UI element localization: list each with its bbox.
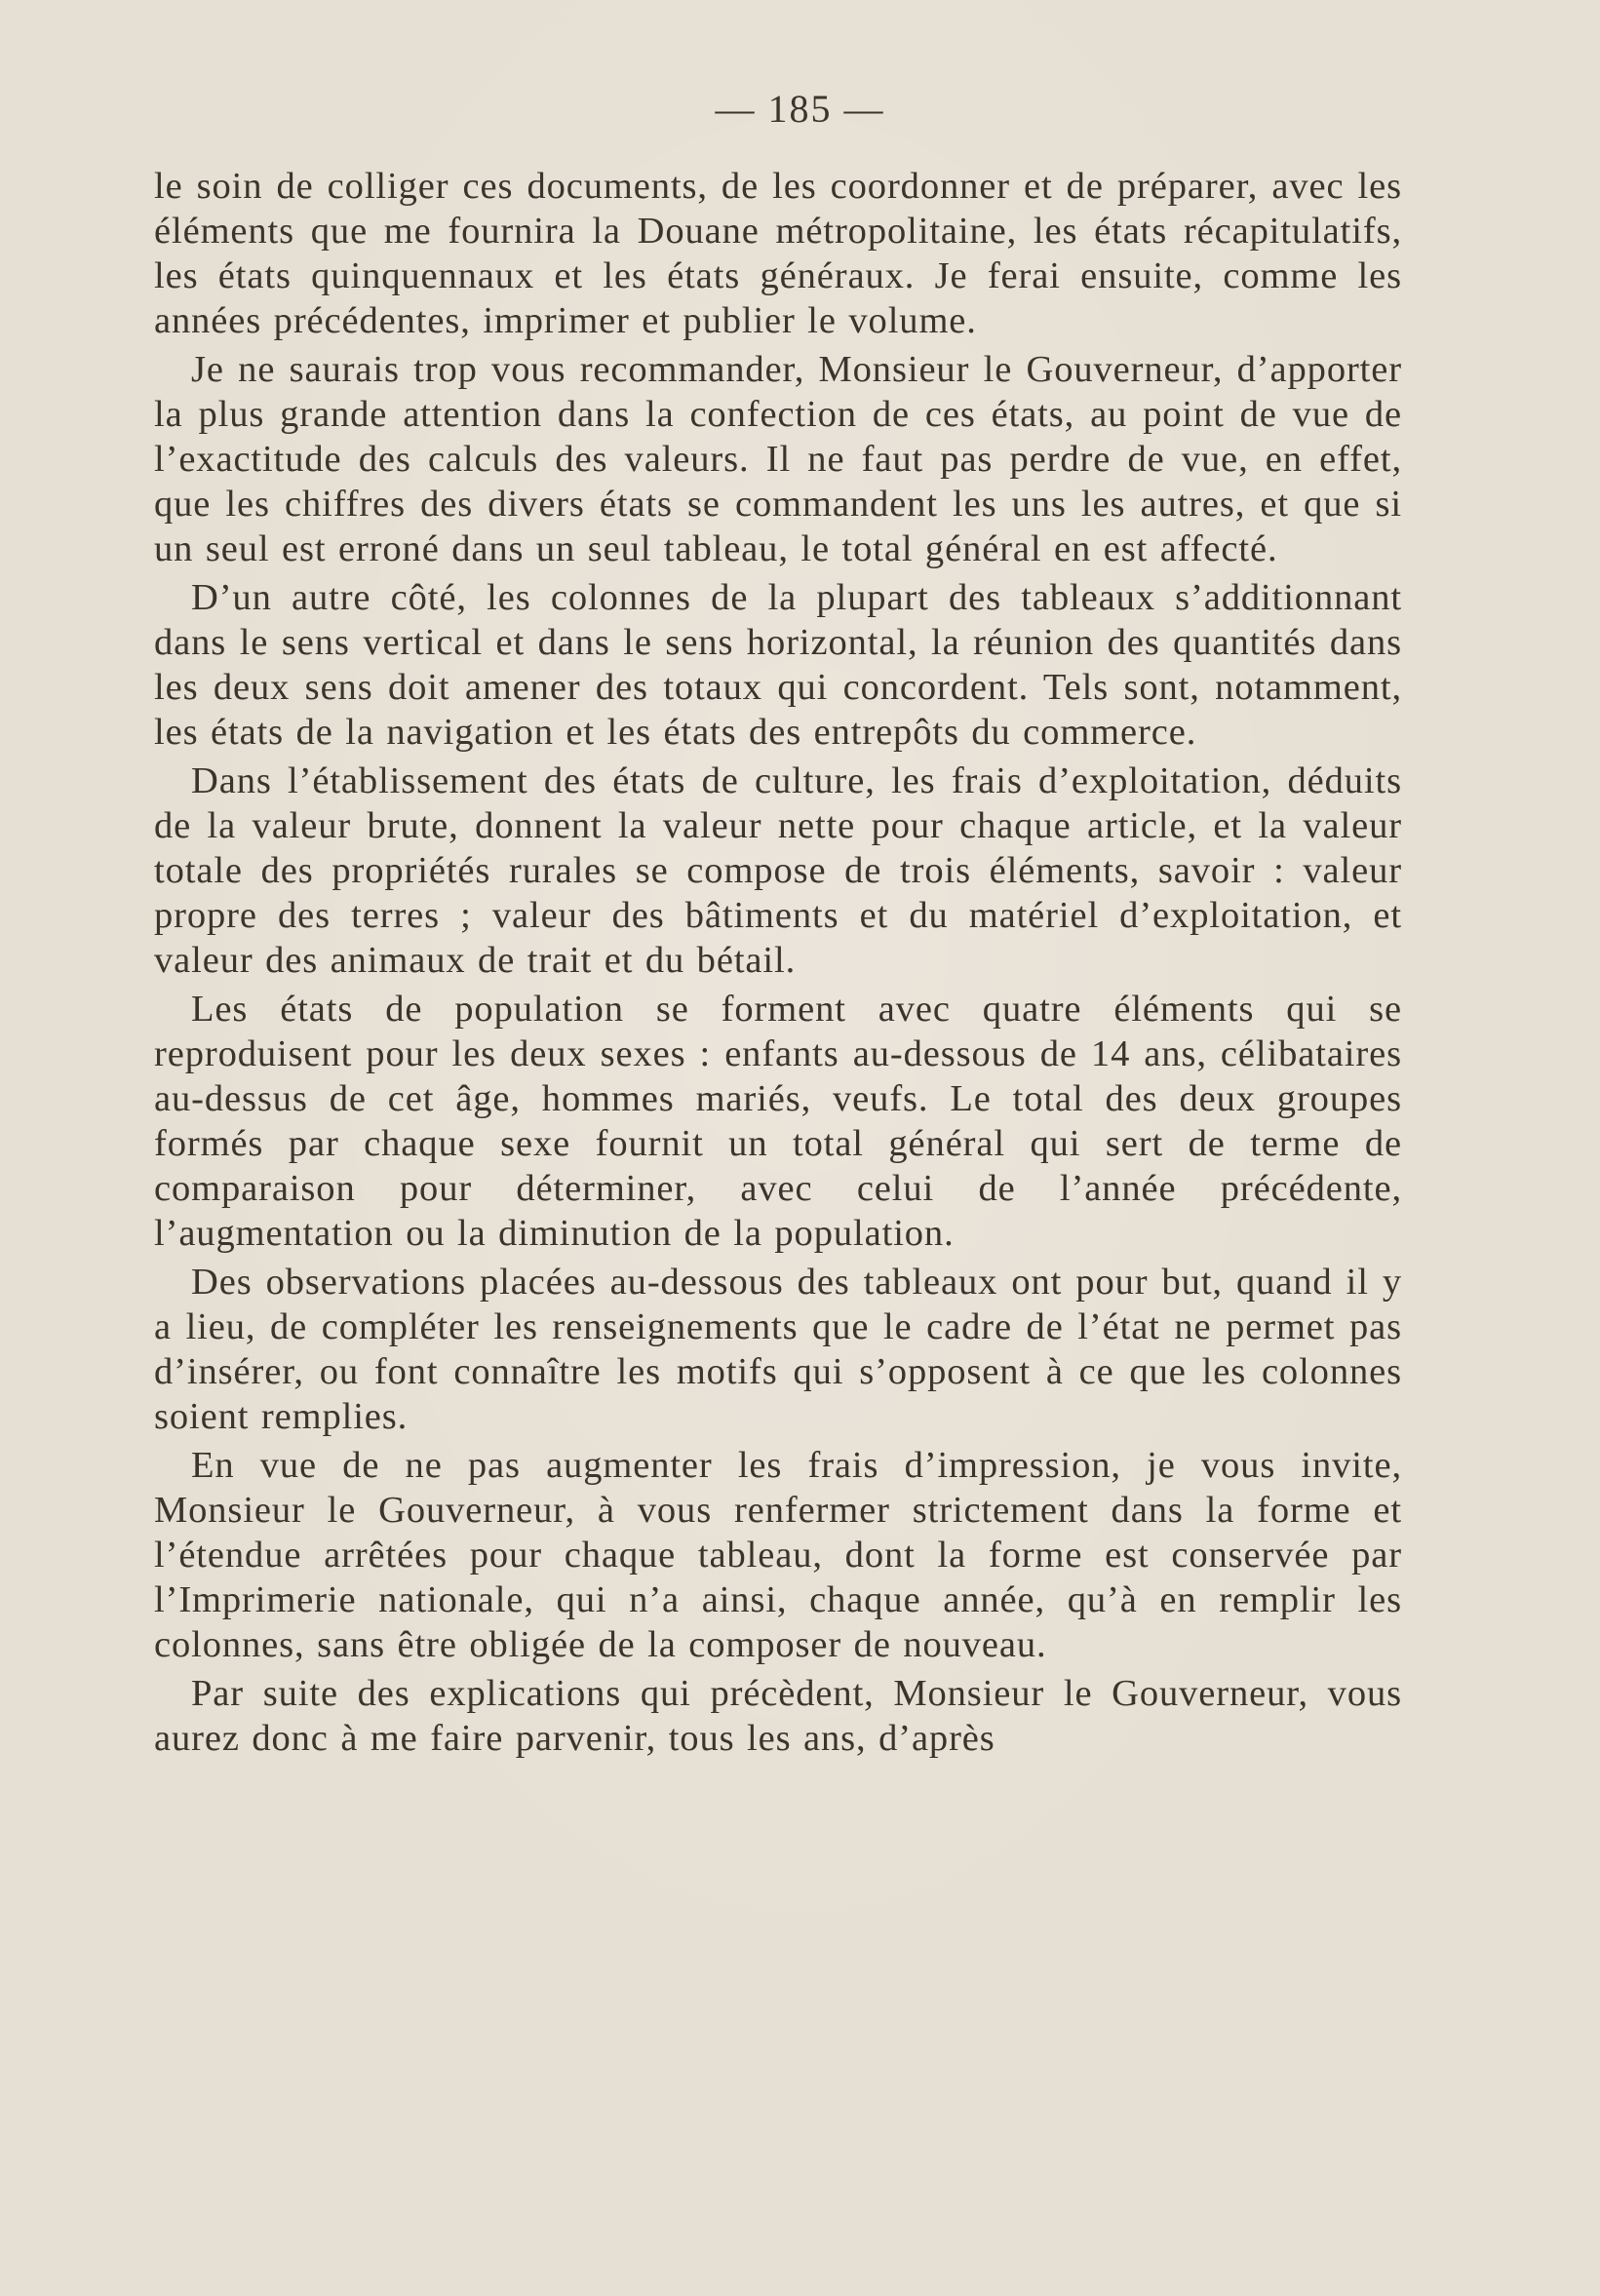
paragraph-3: D’un autre côté, les colonnes de la plupart des tableaux s’additionnant dans le sens vertical et dans le sens horizontal, la réunion des quantités dans les deux sens doit amener des totaux qui concordent. Tels sont, notamment, les états de la navigation et les états des entrepôts du commerce. (154, 577, 1402, 753)
body-text (154, 164, 1402, 1765)
paragraph-1: le soin de colliger ces documents, de les coordonner et de préparer, avec les éléments que me fournira la Douane métropolitaine, les états récapitulatifs, les états quinquennaux et les états généraux. Je ferai ensuite, comme les années précédentes, imprimer et publier le volume. (154, 166, 1402, 341)
paragraph-7: En vue de ne pas augmenter les frais d’impression, je vous invite, Monsieur le Gouverneur, à vous renfermer strictement dans la forme et l’étendue arrêtées pour chaque tableau, dont la forme est conservée par l’Imprimerie nationale, qui n’a ainsi, chaque année, qu’à en remplir les colonnes, sans être obligée de la composer de nouveau. (154, 1445, 1402, 1665)
paragraph-2: Je ne saurais trop vous recommander, Monsieur le Gouverneur, d’apporter la plus grande attention dans la confection de ces états, au point de vue de l’exactitude des calculs des valeurs. Il ne faut pas perdre de vue, en effet, que les chiffres des divers états se commandent les uns les autres, et que si un seul est erroné dans un seul tableau, le total général en est affecté. (154, 349, 1402, 569)
paragraph-6: Des observations placées au-dessous des tableaux ont pour but, quand il y a lieu, de compléter les renseignements que le cadre de l’état ne permet pas d’insérer, ou font connaître les motifs qui s’opposent à ce que les colonnes soient remplies. (154, 1262, 1402, 1437)
paragraph-4: Dans l’établissement des états de culture, les frais d’exploitation, déduits de la valeur brute, donnent la valeur nette pour chaque article, et la valeur totale des propriétés rurales se compose de trois éléments, savoir : valeur propre des terres ; valeur des bâtiments et du matériel d’exploitation, et valeur des animaux de trait et du bétail. (154, 760, 1402, 981)
paragraph-8: Par suite des explications qui précèdent, Monsieur le Gouverneur, vous aurez donc à me faire parvenir, tous les ans, d’après (154, 1673, 1402, 1759)
page-number: — 185 — (715, 87, 885, 131)
paragraph-5: Les états de population se forment avec quatre éléments qui se reproduisent pour les deux sexes : enfants au-dessous de 14 ans, célibataires au-dessus de cet âge, hommes mariés, veufs. Le total des deux groupes formés par chaque sexe fournit un total général qui sert de terme de comparaison pour déterminer, avec celui de l’année précédente, l’augmentation ou la diminution de la population. (154, 989, 1402, 1254)
